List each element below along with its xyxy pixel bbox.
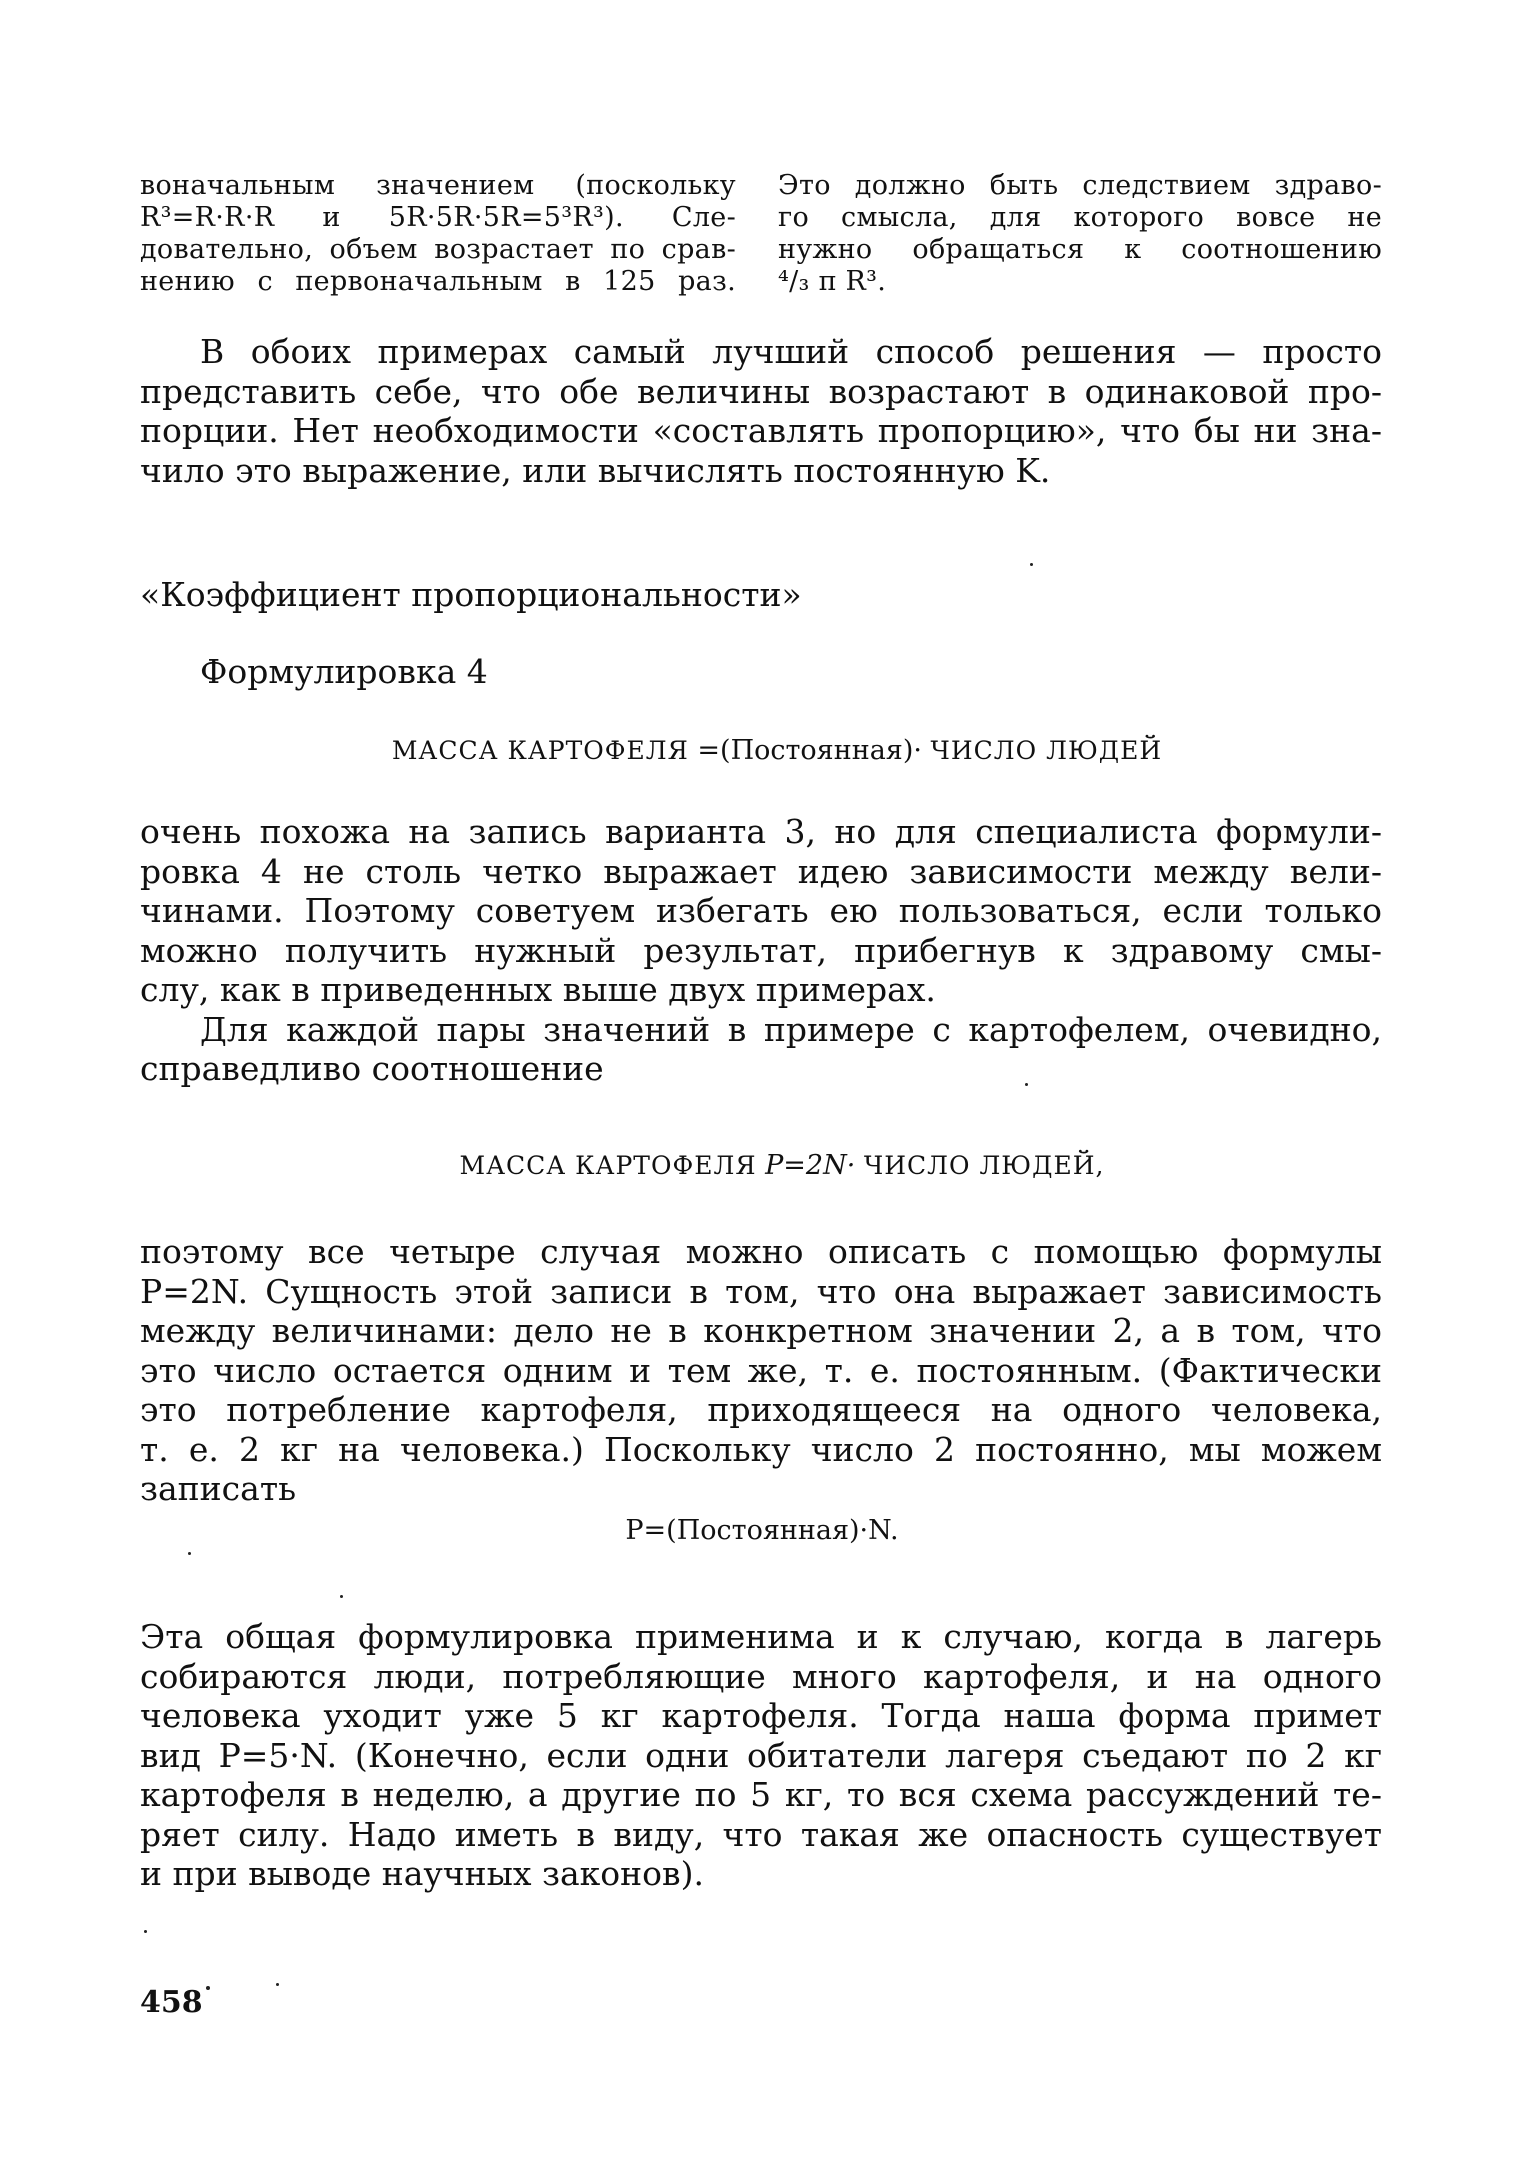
paragraph-general-formulation xyxy=(140,1617,1382,1894)
text-line: ⁴/₃ π R³. xyxy=(778,266,887,297)
formula-term: ЧИСЛО ЛЮДЕЙ, xyxy=(863,1151,1105,1180)
text-line: нению с первоначальным в 125 раз. xyxy=(140,266,736,297)
text-line: нужно обращаться к соотношению xyxy=(778,234,1382,265)
formula-p-constant-n: P=(Постоянная)·N. xyxy=(625,1515,899,1546)
formula-operator: P=2N· xyxy=(765,1150,856,1181)
paragraph-formulation-note xyxy=(140,812,1382,1089)
text-line: ряет силу. Надо иметь в виду, что такая же опасность существует xyxy=(140,1814,1382,1854)
text-line: картофеля в неделю, а другие по 5 кг, то вся схема рассуждений те- xyxy=(140,1775,1382,1814)
formula-term: МАССА КАРТОФЕЛЯ xyxy=(459,1151,757,1180)
text-line: вид P=5·N. (Конечно, если одни обитатели лагеря съедают по 2 кг xyxy=(140,1735,1382,1775)
formula-mass-2n xyxy=(0,1150,1514,1182)
text-line: т. е. 2 кг на человека.) Поскольку число 2 постоянно, мы можем xyxy=(140,1429,1382,1469)
text-line: собираются люди, потребляющие много картофеля, и на одного xyxy=(140,1656,1382,1696)
text-line: человека уходит уже 5 кг картофеля. Тогда наша форма примет xyxy=(140,1696,1382,1735)
text-line: представить себе, что обе величины возрастают в одинаковой про- xyxy=(140,371,1382,411)
text-line: R³=R·R·R и 5R·5R·5R=5³R³). Сле- xyxy=(140,202,736,233)
text-line: P=2N. Сущность этой записи в том, что она выражает зависимость xyxy=(140,1271,1382,1311)
top-left-column xyxy=(140,170,736,298)
text-line: справедливо соотношение xyxy=(140,1049,604,1088)
text-line: порции. Нет необходимости «составлять пропорцию», что бы ни зна- xyxy=(140,411,1382,450)
top-right-column xyxy=(778,170,1382,298)
paragraph-best-method xyxy=(140,332,1382,490)
text-line: Для каждой пары значений в примере с картофелем, очевидно, xyxy=(200,1009,1382,1049)
text-line: чинами. Поэтому советуем избегать ею пользоваться, если только xyxy=(140,891,1382,930)
scan-speck xyxy=(1025,1083,1028,1086)
text-line: В обоих примерах самый лучший способ решения — просто xyxy=(200,332,1382,371)
page-number: 458 xyxy=(140,1985,203,2020)
formula-operator: =(Постоянная)· xyxy=(697,735,922,766)
text-line: можно получить нужный результат, прибегнув к здравому смы- xyxy=(140,930,1382,970)
text-line: и при выводе научных законов). xyxy=(140,1854,704,1893)
scan-speck xyxy=(144,1930,147,1933)
text-line: записать xyxy=(140,1469,297,1508)
text-line: Это должно быть следствием здраво- xyxy=(778,170,1382,201)
text-line: это потребление картофеля, приходящееся на одного человека, xyxy=(140,1390,1382,1429)
text-line: чило это выражение, или вычислять постоянную K. xyxy=(140,450,1051,490)
scan-speck xyxy=(340,1595,343,1598)
text-line: Эта общая формулировка применима и к случаю, когда в лагерь xyxy=(140,1617,1382,1656)
text-line: поэтому все четыре случая можно описать с помощью формулы xyxy=(140,1232,1382,1271)
subheading-formulation-4: Формулировка 4 xyxy=(200,652,488,691)
text-line: это число остается одним и тем же, т. е. постоянным. (Фактически xyxy=(140,1350,1382,1390)
scan-speck xyxy=(188,1552,191,1555)
text-line: ровка 4 не столь четко выражает идею зависимости между вели- xyxy=(140,851,1382,891)
scan-speck xyxy=(276,1983,279,1986)
formula-term: МАССА КАРТОФЕЛЯ xyxy=(391,736,689,765)
section-heading: «Коэффициент пропорциональности» xyxy=(140,575,802,614)
text-line: довательно, объем возрастает по срав- xyxy=(140,234,736,265)
text-line: го смысла, для которого вовсе не xyxy=(778,202,1382,233)
formula-term: ЧИСЛО ЛЮДЕЙ xyxy=(930,736,1163,765)
scan-speck xyxy=(206,1986,210,1990)
paragraph-constant-explanation xyxy=(140,1232,1382,1509)
text-line: между величинами: дело не в конкретном значении 2, а в том, что xyxy=(140,1311,1382,1350)
scan-speck xyxy=(1030,563,1033,566)
text-line: воначальным значением (поскольку xyxy=(140,170,736,201)
formula-mass-constant xyxy=(0,735,1514,767)
text-line: очень похожа на запись варианта 3, но для специалиста формули- xyxy=(140,812,1382,851)
text-line: слу, как в приведенных выше двух примерах. xyxy=(140,970,936,1009)
